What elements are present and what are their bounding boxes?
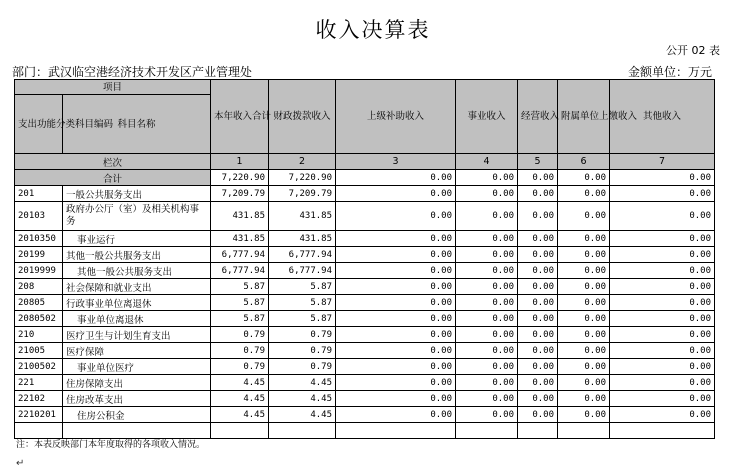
amount-cell: 0.00 bbox=[518, 231, 558, 247]
amount-cell: 0.79 bbox=[269, 327, 336, 343]
table-row bbox=[15, 295, 715, 311]
amount-cell: 0.00 bbox=[336, 247, 456, 263]
amount-cell: 0.00 bbox=[336, 343, 456, 359]
amount-cell: 0.00 bbox=[456, 295, 518, 311]
index-cell: 7 bbox=[610, 154, 715, 170]
subject-name: 行政事业单位离退休 bbox=[63, 295, 211, 311]
table-row bbox=[15, 391, 715, 407]
amount-cell: 0.00 bbox=[336, 375, 456, 391]
subject-name: 其他一般公共服务支出 bbox=[63, 263, 211, 279]
amount-cell: 0.00 bbox=[518, 391, 558, 407]
amount-cell: 6,777.94 bbox=[269, 263, 336, 279]
amount-cell: 0.00 bbox=[456, 247, 518, 263]
amount-cell: 0.00 bbox=[456, 407, 518, 423]
empty-cell bbox=[518, 423, 558, 439]
index-cell: 3 bbox=[336, 154, 456, 170]
subject-name: 住房公积金 bbox=[63, 407, 211, 423]
amount-cell: 0.00 bbox=[518, 327, 558, 343]
amount-cell: 0.00 bbox=[610, 231, 715, 247]
amount-cell: 4.45 bbox=[269, 407, 336, 423]
amount-cell: 0.00 bbox=[558, 407, 610, 423]
subject-name: 事业单位医疗 bbox=[63, 359, 211, 375]
index-cell: 6 bbox=[558, 154, 610, 170]
amount-cell: 0.00 bbox=[558, 263, 610, 279]
amount-cell: 0.00 bbox=[456, 279, 518, 295]
amount-cell: 6,777.94 bbox=[269, 247, 336, 263]
amount-cell: 0.00 bbox=[456, 327, 518, 343]
amount-cell: 0.00 bbox=[336, 231, 456, 247]
department-label: 部门：武汉临空港经济技术开发区产业管理处 bbox=[12, 65, 253, 79]
empty-cell bbox=[456, 423, 518, 439]
subject-name: 事业运行 bbox=[63, 231, 211, 247]
paragraph-mark-icon: ↵ bbox=[16, 458, 25, 469]
subject-name: 一般公共服务支出 bbox=[63, 186, 211, 202]
empty-cell bbox=[610, 423, 715, 439]
amount-cell: 0.00 bbox=[610, 263, 715, 279]
amount-cell: 0.00 bbox=[336, 186, 456, 202]
amount-cell: 0.00 bbox=[518, 407, 558, 423]
table-row bbox=[15, 279, 715, 295]
total-cell: 0.00 bbox=[456, 170, 518, 186]
amount-cell: 5.87 bbox=[269, 311, 336, 327]
table-row bbox=[15, 231, 715, 247]
amount-cell: 431.85 bbox=[211, 202, 269, 231]
total-row bbox=[15, 170, 715, 186]
amount-cell: 0.00 bbox=[610, 327, 715, 343]
empty-cell bbox=[269, 423, 336, 439]
subject-code: 2019999 bbox=[15, 263, 63, 279]
subject-code: 20805 bbox=[15, 295, 63, 311]
amount-cell: 4.45 bbox=[269, 375, 336, 391]
header-row-item bbox=[15, 80, 715, 95]
index-cell: 4 bbox=[456, 154, 518, 170]
subject-name: 社会保障和就业支出 bbox=[63, 279, 211, 295]
subject-code: 2100502 bbox=[15, 359, 63, 375]
amount-cell: 0.00 bbox=[610, 343, 715, 359]
table-row bbox=[15, 311, 715, 327]
amount-cell: 0.00 bbox=[610, 247, 715, 263]
footnote: 注：本表反映部门本年度取得的各项收入情况。 bbox=[16, 440, 206, 450]
subject-code: 21005 bbox=[15, 343, 63, 359]
subject-code: 20199 bbox=[15, 247, 63, 263]
amount-cell: 0.00 bbox=[336, 279, 456, 295]
amount-cell: 7,209.79 bbox=[269, 186, 336, 202]
table-row bbox=[15, 263, 715, 279]
total-cell: 0.00 bbox=[558, 170, 610, 186]
amount-cell: 0.00 bbox=[558, 311, 610, 327]
amount-cell: 431.85 bbox=[269, 202, 336, 231]
subject-code: 221 bbox=[15, 375, 63, 391]
amount-cell: 0.00 bbox=[610, 375, 715, 391]
amount-cell: 0.00 bbox=[518, 263, 558, 279]
amount-cell: 0.00 bbox=[610, 202, 715, 231]
subject-name: 其他一般公共服务支出 bbox=[63, 247, 211, 263]
table-row bbox=[15, 202, 715, 231]
subject-code: 201 bbox=[15, 186, 63, 202]
amount-cell: 0.79 bbox=[211, 327, 269, 343]
amount-cell: 0.00 bbox=[518, 359, 558, 375]
amount-cell: 0.00 bbox=[518, 375, 558, 391]
amount-cell: 0.00 bbox=[558, 231, 610, 247]
name-header: 科目名称 bbox=[63, 95, 211, 154]
col5-header: 经营收入 bbox=[518, 80, 558, 154]
amount-cell: 0.00 bbox=[518, 247, 558, 263]
amount-cell: 0.79 bbox=[269, 343, 336, 359]
subject-name: 住房改革支出 bbox=[63, 391, 211, 407]
empty-cell bbox=[558, 423, 610, 439]
amount-cell: 0.00 bbox=[336, 202, 456, 231]
table-row bbox=[15, 343, 715, 359]
subject-code: 210 bbox=[15, 327, 63, 343]
amount-cell: 5.87 bbox=[269, 295, 336, 311]
amount-cell: 5.87 bbox=[211, 279, 269, 295]
amount-cell: 0.79 bbox=[269, 359, 336, 375]
index-cell: 1 bbox=[211, 154, 269, 170]
total-cell: 0.00 bbox=[336, 170, 456, 186]
amount-cell: 0.00 bbox=[456, 343, 518, 359]
amount-cell: 0.00 bbox=[456, 375, 518, 391]
amount-cell: 0.00 bbox=[518, 279, 558, 295]
amount-cell: 0.00 bbox=[610, 391, 715, 407]
amount-cell: 0.00 bbox=[456, 391, 518, 407]
subject-code: 22102 bbox=[15, 391, 63, 407]
amount-cell: 0.00 bbox=[610, 311, 715, 327]
amount-cell: 0.00 bbox=[558, 202, 610, 231]
amount-cell: 0.00 bbox=[336, 263, 456, 279]
amount-cell: 431.85 bbox=[211, 231, 269, 247]
amount-cell: 0.00 bbox=[558, 359, 610, 375]
amount-cell: 4.45 bbox=[211, 391, 269, 407]
amount-cell: 0.00 bbox=[336, 327, 456, 343]
amount-cell: 431.85 bbox=[269, 231, 336, 247]
amount-cell: 0.00 bbox=[558, 343, 610, 359]
col7-header: 其他收入 bbox=[610, 80, 715, 154]
subject-code: 208 bbox=[15, 279, 63, 295]
table-row bbox=[15, 247, 715, 263]
amount-cell: 0.00 bbox=[336, 407, 456, 423]
amount-cell: 0.00 bbox=[456, 202, 518, 231]
amount-cell: 0.00 bbox=[456, 263, 518, 279]
subject-name: 政府办公厅（室）及相关机构事务 bbox=[63, 202, 211, 231]
table-row bbox=[15, 375, 715, 391]
total-cell: 7,220.90 bbox=[269, 170, 336, 186]
subject-name: 医疗保障 bbox=[63, 343, 211, 359]
amount-cell: 6,777.94 bbox=[211, 263, 269, 279]
amount-cell: 0.79 bbox=[211, 359, 269, 375]
total-cell: 7,220.90 bbox=[211, 170, 269, 186]
subject-code: 2010350 bbox=[15, 231, 63, 247]
amount-cell: 0.00 bbox=[518, 295, 558, 311]
form-number: 公开 02 表 bbox=[666, 44, 720, 57]
page-title: 收入决算表 bbox=[315, 18, 431, 42]
amount-cell: 0.00 bbox=[456, 231, 518, 247]
amount-cell: 4.45 bbox=[211, 407, 269, 423]
index-cell: 5 bbox=[518, 154, 558, 170]
amount-cell: 0.00 bbox=[558, 186, 610, 202]
index-label: 栏次 bbox=[15, 154, 211, 170]
amount-cell: 4.45 bbox=[269, 391, 336, 407]
amount-cell: 0.00 bbox=[610, 295, 715, 311]
col4-header: 事业收入 bbox=[456, 80, 518, 154]
subject-name: 医疗卫生与计划生育支出 bbox=[63, 327, 211, 343]
table-row bbox=[15, 359, 715, 375]
amount-cell: 0.00 bbox=[558, 279, 610, 295]
col2-header: 财政拨款收入 bbox=[269, 80, 336, 154]
amount-cell: 0.00 bbox=[518, 311, 558, 327]
amount-cell: 5.87 bbox=[211, 311, 269, 327]
amount-cell: 0.00 bbox=[610, 186, 715, 202]
amount-cell: 0.00 bbox=[456, 311, 518, 327]
subject-code: 2210201 bbox=[15, 407, 63, 423]
subject-code: 20103 bbox=[15, 202, 63, 231]
amount-cell: 0.00 bbox=[610, 359, 715, 375]
amount-cell: 0.79 bbox=[211, 343, 269, 359]
item-header: 项目 bbox=[15, 80, 211, 95]
amount-cell: 0.00 bbox=[610, 279, 715, 295]
empty-cell bbox=[211, 423, 269, 439]
amount-cell: 0.00 bbox=[558, 295, 610, 311]
amount-cell: 0.00 bbox=[518, 202, 558, 231]
amount-cell: 0.00 bbox=[336, 391, 456, 407]
amount-cell: 6,777.94 bbox=[211, 247, 269, 263]
amount-cell: 0.00 bbox=[336, 311, 456, 327]
amount-cell: 0.00 bbox=[558, 327, 610, 343]
amount-cell: 0.00 bbox=[336, 359, 456, 375]
code-header: 支出功能分类科目编码 bbox=[15, 95, 63, 154]
amount-cell: 0.00 bbox=[456, 359, 518, 375]
income-table bbox=[14, 79, 715, 439]
empty-cell bbox=[336, 423, 456, 439]
amount-cell: 5.87 bbox=[211, 295, 269, 311]
table-row bbox=[15, 407, 715, 423]
total-label: 合计 bbox=[15, 170, 211, 186]
amount-cell: 0.00 bbox=[558, 375, 610, 391]
amount-cell: 0.00 bbox=[558, 391, 610, 407]
total-cell: 0.00 bbox=[518, 170, 558, 186]
amount-cell: 0.00 bbox=[558, 247, 610, 263]
amount-cell: 7,209.79 bbox=[211, 186, 269, 202]
amount-unit-label: 金额单位：万元 bbox=[627, 65, 712, 79]
col1-header: 本年收入合计 bbox=[211, 80, 269, 154]
subject-name: 事业单位离退休 bbox=[63, 311, 211, 327]
subject-code: 2080502 bbox=[15, 311, 63, 327]
table-row bbox=[15, 327, 715, 343]
index-cell: 2 bbox=[269, 154, 336, 170]
col3-header: 上级补助收入 bbox=[336, 80, 456, 154]
amount-cell: 0.00 bbox=[518, 186, 558, 202]
amount-cell: 5.87 bbox=[269, 279, 336, 295]
index-row bbox=[15, 154, 715, 170]
total-cell: 0.00 bbox=[610, 170, 715, 186]
subject-name: 住房保障支出 bbox=[63, 375, 211, 391]
amount-cell: 0.00 bbox=[336, 295, 456, 311]
table-row bbox=[15, 186, 715, 202]
amount-cell: 0.00 bbox=[456, 186, 518, 202]
amount-cell: 4.45 bbox=[211, 375, 269, 391]
amount-cell: 0.00 bbox=[610, 407, 715, 423]
col6-header: 附属单位上缴收入 bbox=[558, 80, 610, 154]
amount-cell: 0.00 bbox=[518, 343, 558, 359]
